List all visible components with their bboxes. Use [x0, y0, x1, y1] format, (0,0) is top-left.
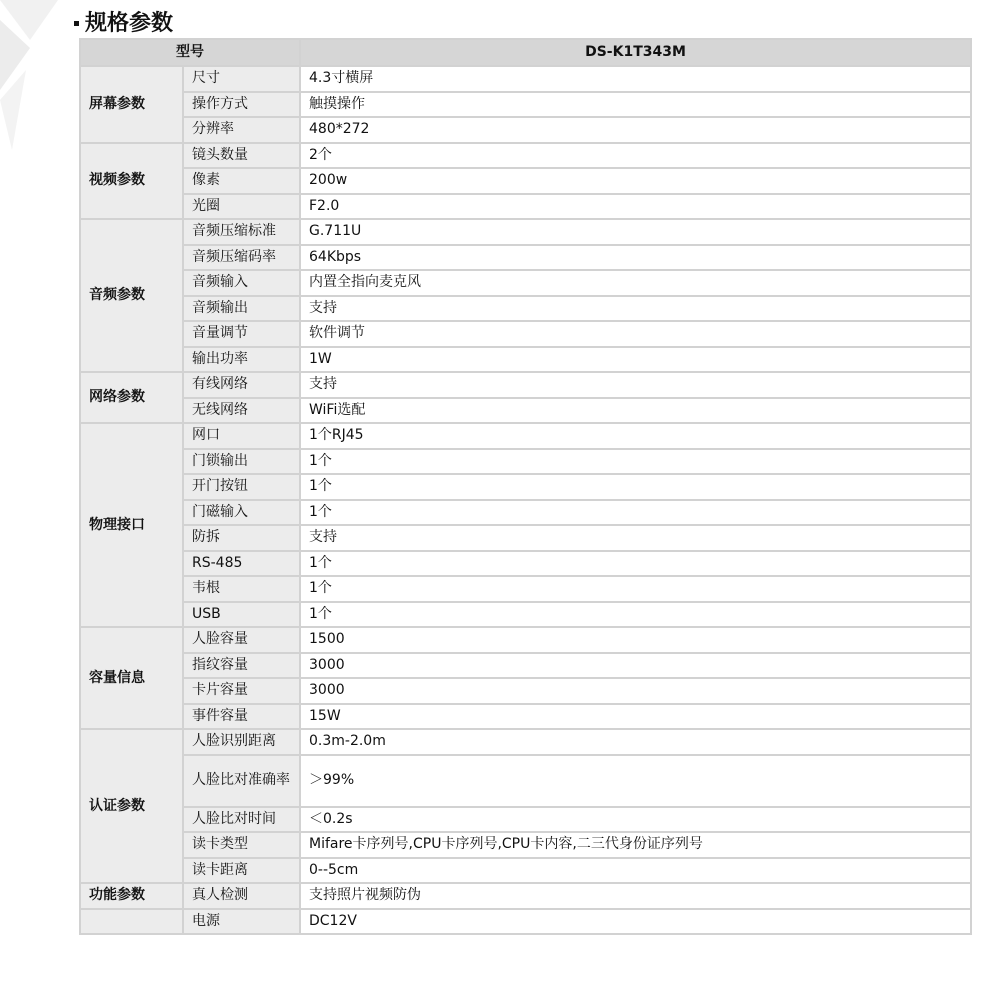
param-name: 网口 — [183, 423, 300, 449]
param-name: 音频输出 — [183, 296, 300, 322]
param-value: 480*272 — [300, 117, 971, 143]
param-name: 开门按钮 — [183, 474, 300, 500]
table-row — [80, 143, 971, 169]
param-name: 有线网络 — [183, 372, 300, 398]
param-value: 触摸操作 — [300, 92, 971, 118]
table-row — [80, 807, 971, 833]
table-row — [80, 168, 971, 194]
param-value: DC12V — [300, 909, 971, 935]
section-title: 规格参数 — [85, 10, 174, 36]
table-row — [80, 525, 971, 551]
param-value: 1个RJ45 — [300, 423, 971, 449]
param-name: 音频压缩标准 — [183, 219, 300, 245]
param-name: 指纹容量 — [183, 653, 300, 679]
group-label: 功能参数 — [80, 883, 183, 909]
param-value: 0--5cm — [300, 858, 971, 884]
param-value: G.711U — [300, 219, 971, 245]
param-name: 音量调节 — [183, 321, 300, 347]
spec-table-body — [80, 66, 971, 934]
table-row — [80, 245, 971, 271]
param-value: F2.0 — [300, 194, 971, 220]
table-row — [80, 372, 971, 398]
param-value: 3000 — [300, 678, 971, 704]
param-value: 支持 — [300, 296, 971, 322]
param-name: 人脸比对时间 — [183, 807, 300, 833]
param-value: 2个 — [300, 143, 971, 169]
table-row — [80, 500, 971, 526]
param-name: 无线网络 — [183, 398, 300, 424]
param-name: 人脸识别距离 — [183, 729, 300, 755]
param-value: 200w — [300, 168, 971, 194]
param-name: 防拆 — [183, 525, 300, 551]
param-value: 软件调节 — [300, 321, 971, 347]
spec-table — [79, 38, 972, 935]
table-row — [80, 755, 971, 807]
param-value: 3000 — [300, 653, 971, 679]
param-value: 1个 — [300, 602, 971, 628]
table-header-row — [80, 39, 971, 66]
table-row — [80, 729, 971, 755]
table-row — [80, 398, 971, 424]
param-name: 门锁输出 — [183, 449, 300, 475]
param-value: 1个 — [300, 576, 971, 602]
param-name: 镜头数量 — [183, 143, 300, 169]
group-label: 网络参数 — [80, 372, 183, 423]
table-row — [80, 92, 971, 118]
table-row — [80, 474, 971, 500]
param-value: Mifare卡序列号,CPU卡序列号,CPU卡内容,二三代身份证序列号 — [300, 832, 971, 858]
section-heading — [74, 4, 173, 38]
param-value: 0.3m-2.0m — [300, 729, 971, 755]
param-name: 门磁输入 — [183, 500, 300, 526]
param-name: 音频压缩码率 — [183, 245, 300, 271]
param-name: 人脸容量 — [183, 627, 300, 653]
param-name: 事件容量 — [183, 704, 300, 730]
param-value: ＜0.2s — [300, 807, 971, 833]
param-name: 真人检测 — [183, 883, 300, 909]
model-value: DS-K1T343M — [300, 39, 971, 66]
group-label — [80, 909, 183, 935]
param-name: 韦根 — [183, 576, 300, 602]
group-label: 容量信息 — [80, 627, 183, 729]
param-name: 电源 — [183, 909, 300, 935]
param-name: 光圈 — [183, 194, 300, 220]
bullet-icon — [74, 21, 79, 26]
table-row — [80, 296, 971, 322]
table-row — [80, 66, 971, 92]
group-label: 认证参数 — [80, 729, 183, 883]
group-label: 物理接口 — [80, 423, 183, 627]
table-row — [80, 270, 971, 296]
table-row — [80, 423, 971, 449]
param-value: 1500 — [300, 627, 971, 653]
table-row — [80, 627, 971, 653]
param-value: 内置全指向麦克风 — [300, 270, 971, 296]
param-name: 读卡类型 — [183, 832, 300, 858]
table-row — [80, 347, 971, 373]
table-row — [80, 117, 971, 143]
table-row — [80, 653, 971, 679]
table-row — [80, 194, 971, 220]
group-label: 屏幕参数 — [80, 66, 183, 143]
param-name: 人脸比对准确率 — [183, 755, 300, 807]
table-row — [80, 602, 971, 628]
table-row — [80, 449, 971, 475]
param-value: WiFi选配 — [300, 398, 971, 424]
param-name: 分辨率 — [183, 117, 300, 143]
param-name: 尺寸 — [183, 66, 300, 92]
param-name: 像素 — [183, 168, 300, 194]
param-value: 1W — [300, 347, 971, 373]
param-name: 卡片容量 — [183, 678, 300, 704]
param-value: 支持 — [300, 372, 971, 398]
param-value: 1个 — [300, 474, 971, 500]
param-value: 1个 — [300, 551, 971, 577]
table-row — [80, 704, 971, 730]
group-label: 视频参数 — [80, 143, 183, 220]
table-row — [80, 883, 971, 909]
param-value: 64Kbps — [300, 245, 971, 271]
table-row — [80, 551, 971, 577]
param-name: 读卡距离 — [183, 858, 300, 884]
param-value: 支持照片视频防伪 — [300, 883, 971, 909]
table-row — [80, 858, 971, 884]
param-name: 音频输入 — [183, 270, 300, 296]
table-row — [80, 832, 971, 858]
group-label: 音频参数 — [80, 219, 183, 372]
param-value: 15W — [300, 704, 971, 730]
param-value: 支持 — [300, 525, 971, 551]
param-name: USB — [183, 602, 300, 628]
table-row — [80, 321, 971, 347]
table-row — [80, 219, 971, 245]
param-value: 1个 — [300, 500, 971, 526]
table-row — [80, 909, 971, 935]
param-value: 4.3寸横屏 — [300, 66, 971, 92]
table-row — [80, 678, 971, 704]
param-name: RS-485 — [183, 551, 300, 577]
param-name: 操作方式 — [183, 92, 300, 118]
param-value: 1个 — [300, 449, 971, 475]
param-name: 输出功率 — [183, 347, 300, 373]
model-label: 型号 — [80, 39, 300, 66]
table-row — [80, 576, 971, 602]
param-value: ＞99% — [300, 755, 971, 807]
